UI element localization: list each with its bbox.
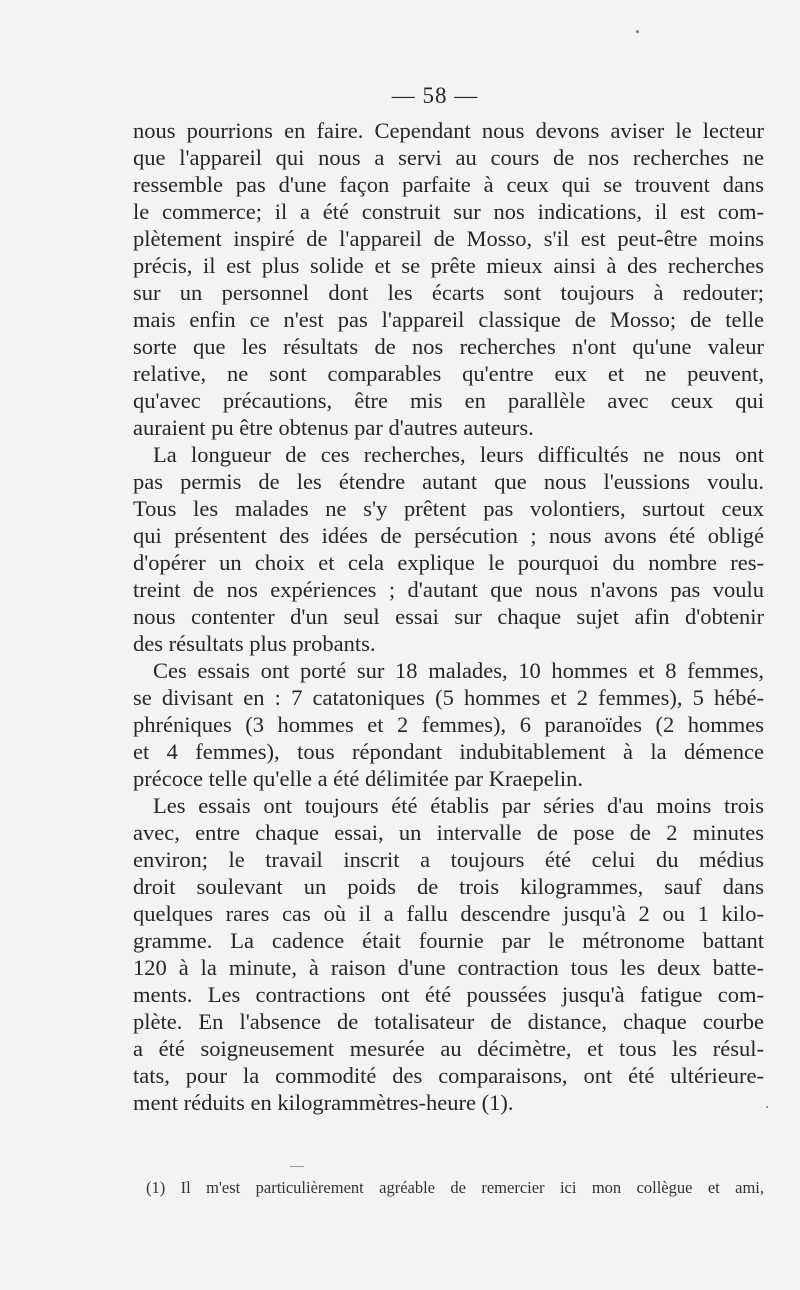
text-line: droit soulevant un poids de trois kilogrammes, sauf dans bbox=[133, 874, 764, 899]
footnote-divider bbox=[290, 1166, 304, 1167]
text-line: nous pourrions en faire. Cependant nous devons aviser le lecteur bbox=[133, 118, 764, 143]
text-line: ment réduits en kilogrammètres-heure (1). bbox=[133, 1090, 514, 1115]
text-line: qu'avec précautions, être mis en parallèle avec ceux qui bbox=[133, 388, 764, 413]
text-line: quelques rares cas où il a fallu descendre jusqu'à 2 ou 1 kilo- bbox=[133, 901, 764, 926]
text-line: sorte que les résultats de nos recherches n'ont qu'une valeur bbox=[133, 334, 764, 359]
text-line: Les essais ont toujours été établis par séries d'au moins trois bbox=[153, 793, 764, 818]
text-line: auraient pu être obtenus par d'autres auteurs. bbox=[133, 415, 534, 440]
text-line: plètement inspiré de l'appareil de Mosso, s'il est peut-être moins bbox=[133, 226, 764, 251]
text-line: gramme. La cadence était fournie par le métronome battant bbox=[133, 928, 764, 953]
text-line: environ; le travail inscrit a toujours été celui du médius bbox=[133, 847, 764, 872]
text-line: précis, il est plus solide et se prête mieux ainsi à des recherches bbox=[133, 253, 764, 278]
text-line: plète. En l'absence de totalisateur de distance, chaque courbe bbox=[133, 1009, 764, 1034]
footnote: (1) Il m'est particulièrement agréable de remercier ici mon collègue et ami, bbox=[146, 1178, 764, 1197]
text-line: La longueur de ces recherches, leurs difficultés ne nous ont bbox=[153, 442, 764, 467]
text-line: que l'appareil qui nous a servi au cours de nos recherches ne bbox=[133, 145, 764, 170]
text-line: phréniques (3 hommes et 2 femmes), 6 paranoïdes (2 hommes bbox=[133, 712, 764, 737]
text-line: avec, entre chaque essai, un intervalle de pose de 2 minutes bbox=[133, 820, 764, 845]
page-number: — 58 — bbox=[391, 83, 479, 108]
text-line: nous contenter d'un seul essai sur chaque sujet afin d'obtenir bbox=[133, 604, 764, 629]
text-line: Tous les malades ne s'y prêtent pas volontiers, surtout ceux bbox=[133, 496, 764, 521]
text-line: le commerce; il a été construit sur nos indications, il est com- bbox=[133, 199, 764, 224]
text-line: Ces essais ont porté sur 18 malades, 10 hommes et 8 femmes, bbox=[153, 658, 764, 683]
text-line: mais enfin ce n'est pas l'appareil classique de Mosso; de telle bbox=[133, 307, 764, 332]
scan-speck bbox=[766, 1106, 768, 1108]
text-line: ments. Les contractions ont été poussées jusqu'à fatigue com- bbox=[133, 982, 764, 1007]
text-line: ressemble pas d'une façon parfaite à ceux qui se trouvent dans bbox=[133, 172, 764, 197]
text-line: 120 à la minute, à raison d'une contraction tous les deux batte- bbox=[133, 955, 764, 980]
text-line: d'opérer un choix et cela explique le pourquoi du nombre res- bbox=[133, 550, 764, 575]
text-line: a été soigneusement mesurée au décimètre, et tous les résul- bbox=[133, 1036, 764, 1061]
text-line: pas permis de les étendre autant que nous l'eussions voulu. bbox=[133, 469, 764, 494]
text-line: tats, pour la commodité des comparaisons, ont été ultérieure- bbox=[133, 1063, 764, 1088]
text-line: se divisant en : 7 catatoniques (5 hommes et 2 femmes), 5 hébé- bbox=[133, 685, 764, 710]
text-line: et 4 femmes), tous répondant indubitablement à la démence bbox=[133, 739, 764, 764]
text-line: treint de nos expériences ; d'autant que nous n'avons pas voulu bbox=[133, 577, 764, 602]
scan-speck bbox=[636, 30, 639, 33]
text-line: précoce telle qu'elle a été délimitée par Kraepelin. bbox=[133, 766, 584, 791]
text-line: des résultats plus probants. bbox=[133, 631, 376, 656]
text-line: relative, ne sont comparables qu'entre eux et ne peuvent, bbox=[133, 361, 764, 386]
text-line: sur un personnel dont les écarts sont toujours à redouter; bbox=[133, 280, 764, 305]
text-line: qui présentent des idées de persécution ; nous avons été obligé bbox=[133, 523, 764, 548]
